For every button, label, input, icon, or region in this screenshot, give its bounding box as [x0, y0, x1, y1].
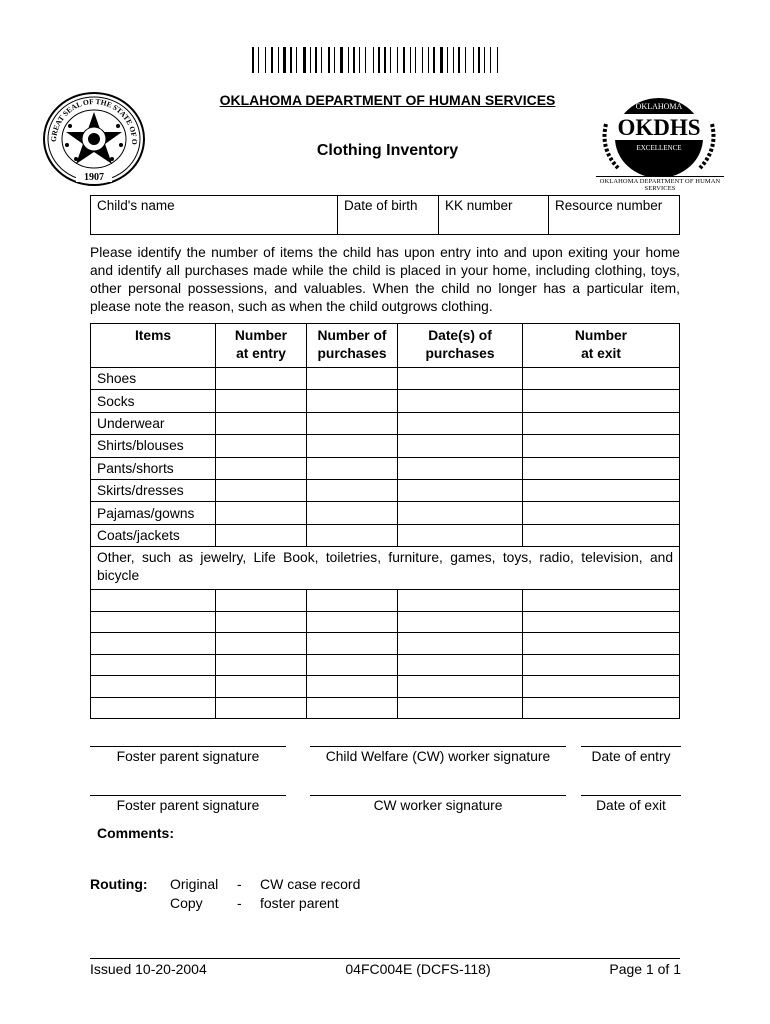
resource-number-field[interactable] [549, 196, 680, 235]
dates-cell[interactable] [398, 676, 523, 698]
routing-copy-destination: foster parent [260, 895, 339, 911]
page-title: Clothing Inventory [316, 142, 459, 159]
seal-year: 1907 [84, 172, 104, 183]
dates-cell[interactable] [398, 590, 523, 612]
item-cell[interactable] [91, 654, 216, 676]
exit-cell[interactable] [523, 412, 680, 434]
cw-worker-signature-label-1: Child Welfare (CW) worker signature [325, 749, 551, 764]
date-of-entry-line[interactable] [581, 746, 681, 747]
blank-table-row [91, 590, 680, 612]
dates-cell[interactable] [398, 611, 523, 633]
date-of-exit-label: Date of exit [596, 798, 666, 813]
exit-cell[interactable] [523, 502, 680, 524]
entry-cell[interactable] [216, 676, 307, 698]
okdhs-logo [594, 94, 724, 181]
footer-rule [90, 958, 680, 959]
col-header-number-of-purchases: Number of purchases [307, 324, 398, 368]
foster-parent-signature-line-1[interactable] [90, 746, 286, 747]
entry-cell[interactable] [216, 457, 307, 479]
blank-table-row [91, 697, 680, 719]
entry-cell[interactable] [216, 390, 307, 412]
exit-cell[interactable] [523, 633, 680, 655]
foster-parent-signature-line-2[interactable] [90, 795, 286, 796]
purchases-cell[interactable] [307, 412, 398, 434]
logo-main-text: OKDHS [617, 115, 701, 140]
item-label: Pants/shorts [91, 457, 216, 479]
page-number: Page 1 of 1 [609, 961, 681, 977]
entry-cell[interactable] [216, 435, 307, 457]
entry-cell[interactable] [216, 524, 307, 546]
purchases-cell[interactable] [307, 435, 398, 457]
form-number: 04FC004E (DCFS-118) [345, 961, 491, 977]
child-info-table [90, 195, 680, 235]
blank-table-row [91, 611, 680, 633]
dates-cell[interactable] [398, 524, 523, 546]
entry-cell[interactable] [216, 502, 307, 524]
routing-original-destination: CW case record [260, 876, 361, 892]
entry-cell[interactable] [216, 412, 307, 434]
item-cell[interactable] [91, 590, 216, 612]
purchases-cell[interactable] [307, 368, 398, 390]
entry-cell[interactable] [216, 479, 307, 501]
item-label: Coats/jackets [91, 524, 216, 546]
date-of-birth-label: Date of birth [344, 198, 418, 213]
dates-cell[interactable] [398, 368, 523, 390]
item-cell[interactable] [91, 611, 216, 633]
entry-cell[interactable] [216, 368, 307, 390]
entry-cell[interactable] [216, 697, 307, 719]
purchases-cell[interactable] [307, 676, 398, 698]
exit-cell[interactable] [523, 368, 680, 390]
agency-title: OKLAHOMA DEPARTMENT OF HUMAN SERVICES [219, 92, 556, 108]
purchases-cell[interactable] [307, 590, 398, 612]
table-header-row [91, 324, 680, 368]
exit-cell[interactable] [523, 654, 680, 676]
table-row [91, 412, 680, 434]
routing-dash-1: - [237, 876, 242, 892]
cw-worker-signature-label-2: CW worker signature [373, 798, 503, 813]
routing-label: Routing: [90, 876, 148, 892]
exit-cell[interactable] [523, 457, 680, 479]
table-row [91, 457, 680, 479]
item-cell[interactable] [91, 676, 216, 698]
childs-name-label: Child's name [97, 198, 175, 213]
barcode [252, 47, 538, 73]
dates-cell[interactable] [398, 412, 523, 434]
exit-cell[interactable] [523, 676, 680, 698]
table-row [91, 479, 680, 501]
exit-cell[interactable] [523, 435, 680, 457]
dates-cell[interactable] [398, 633, 523, 655]
item-label: Pajamas/gowns [91, 502, 216, 524]
purchases-cell[interactable] [307, 611, 398, 633]
seal-text: GREAT SEAL OF THE STATE OF O [48, 96, 140, 145]
dates-cell[interactable] [398, 457, 523, 479]
purchases-cell[interactable] [307, 457, 398, 479]
issued-date: Issued 10-20-2004 [90, 961, 207, 977]
dates-cell[interactable] [398, 502, 523, 524]
purchases-cell[interactable] [307, 697, 398, 719]
purchases-cell[interactable] [307, 502, 398, 524]
cw-worker-signature-line-1[interactable] [310, 746, 566, 747]
state-seal-icon [40, 90, 148, 193]
item-label: Shirts/blouses [91, 435, 216, 457]
col-header-number-at-exit: Number at exit [523, 324, 680, 368]
purchases-cell[interactable] [307, 633, 398, 655]
childs-name-field[interactable] [91, 196, 338, 235]
date-of-exit-line[interactable] [581, 795, 681, 796]
date-of-birth-field[interactable] [338, 196, 439, 235]
foster-parent-signature-label-1: Foster parent signature [116, 749, 260, 764]
entry-cell[interactable] [216, 611, 307, 633]
item-cell[interactable] [91, 697, 216, 719]
foster-parent-signature-label-2: Foster parent signature [116, 798, 260, 813]
table-row [91, 368, 680, 390]
other-items-row [91, 547, 680, 590]
purchases-cell[interactable] [307, 479, 398, 501]
blank-table-row [91, 633, 680, 655]
table-row [91, 502, 680, 524]
kk-number-label: KK number [445, 198, 513, 213]
exit-cell[interactable] [523, 611, 680, 633]
exit-cell[interactable] [523, 524, 680, 546]
logo-caption: OKLAHOMA DEPARTMENT OF HUMAN SERVICES [596, 176, 724, 192]
item-label: Underwear [91, 412, 216, 434]
col-header-dates-of-purchases: Date(s) of purchases [398, 324, 523, 368]
routing-dash-2: - [237, 895, 242, 911]
dates-cell[interactable] [398, 479, 523, 501]
table-row [91, 435, 680, 457]
exit-cell[interactable] [523, 697, 680, 719]
dates-cell[interactable] [398, 654, 523, 676]
purchases-cell[interactable] [307, 654, 398, 676]
item-label: Socks [91, 390, 216, 412]
instructions-paragraph: Please identify the number of items the child has upon entry into and upon exiting your home and identify all purchases made while the child is placed in your home, including clothing, toys, other personal possessions, and valuables. When the child no longer has a particular item, please note the reason, such as when the child outgrows clothing. [90, 245, 680, 314]
dates-cell[interactable] [398, 390, 523, 412]
logo-top-text: OKLAHOMA [635, 102, 683, 111]
entry-cell[interactable] [216, 654, 307, 676]
dates-cell[interactable] [398, 697, 523, 719]
purchases-cell[interactable] [307, 390, 398, 412]
col-header-number-at-entry: Number at entry [216, 324, 307, 368]
entry-cell[interactable] [216, 633, 307, 655]
table-row [91, 524, 680, 546]
comments-label: Comments: [97, 825, 175, 841]
cw-worker-signature-line-2[interactable] [310, 795, 566, 796]
dates-cell[interactable] [398, 435, 523, 457]
item-label: Skirts/dresses [91, 479, 216, 501]
entry-cell[interactable] [216, 590, 307, 612]
purchases-cell[interactable] [307, 524, 398, 546]
resource-number-label: Resource number [555, 198, 663, 213]
routing-copy-label: Copy [170, 895, 203, 911]
date-of-entry-label: Date of entry [591, 749, 671, 764]
routing-original-label: Original [170, 876, 219, 892]
item-label: Shoes [91, 368, 216, 390]
kk-number-field[interactable] [439, 196, 549, 235]
exit-cell[interactable] [523, 390, 680, 412]
other-items-label: Other, such as jewelry, Life Book, toiletries, furniture, games, toys, radio, television, and bicycle [91, 547, 680, 590]
exit-cell[interactable] [523, 590, 680, 612]
item-cell[interactable] [91, 633, 216, 655]
table-row [91, 390, 680, 412]
exit-cell[interactable] [523, 479, 680, 501]
inventory-table [90, 323, 680, 719]
col-header-items: Items [91, 324, 216, 368]
logo-sub-text: EXCELLENCE [636, 144, 682, 152]
blank-table-row [91, 654, 680, 676]
blank-table-row [91, 676, 680, 698]
